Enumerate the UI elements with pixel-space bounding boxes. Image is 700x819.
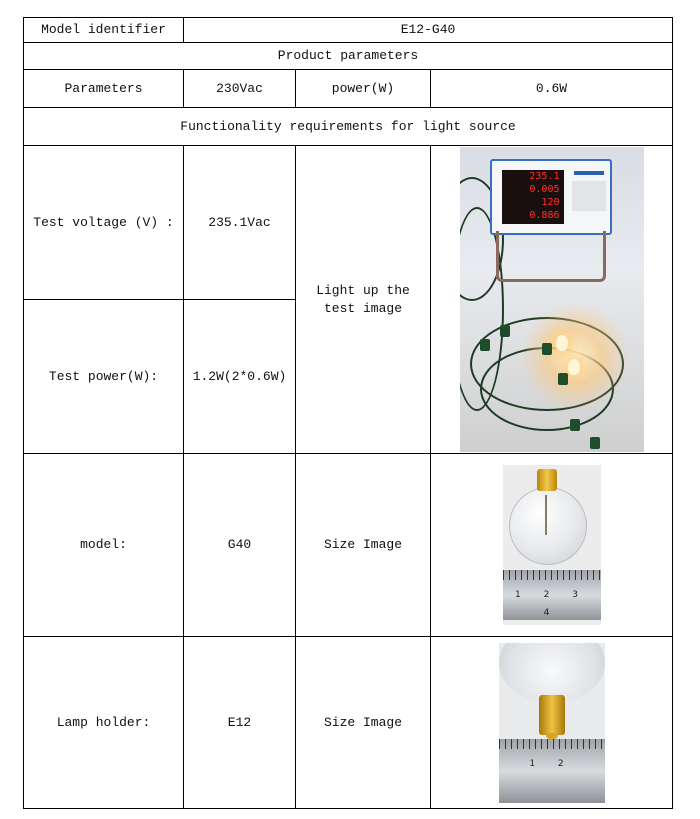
e12-base xyxy=(539,695,565,735)
row-parameters xyxy=(24,70,673,108)
test-power-value: 1.2W(2*0.6W) xyxy=(184,300,296,454)
model-value: G40 xyxy=(184,454,296,637)
power-value: 0.6W xyxy=(431,70,673,108)
row-model-identifier xyxy=(24,18,673,43)
functionality-heading: Functionality requirements for light source xyxy=(24,108,673,146)
ruler xyxy=(499,739,605,803)
ruler-numbers: 1 2 3 4 xyxy=(515,590,588,618)
row-lamp-holder xyxy=(24,637,673,809)
row-functionality xyxy=(24,108,673,146)
meter-display xyxy=(502,170,564,224)
lit-bulb-icon xyxy=(568,359,580,375)
power-label: power(W) xyxy=(296,70,431,108)
holder-photo-cell xyxy=(431,637,673,809)
row-product-parameters xyxy=(24,43,673,70)
test-photo-cell xyxy=(431,146,673,454)
meter-reading-voltage: 235.1 xyxy=(529,171,560,182)
meter-reading-power: 0.886 xyxy=(529,210,560,221)
row-model xyxy=(24,454,673,637)
test-photo xyxy=(460,147,644,452)
model-identifier-label: Model identifier xyxy=(24,18,184,43)
lamp-glow xyxy=(520,302,630,412)
ruler-numbers: 1 2 xyxy=(529,758,574,769)
test-image-caption: Light up the test image xyxy=(296,146,431,454)
model-photo-cell xyxy=(431,454,673,637)
model-identifier-value: E12-G40 xyxy=(184,18,673,43)
g40-bulb-photo xyxy=(503,465,601,625)
test-voltage-value: 235.1Vac xyxy=(184,146,296,300)
size-image-label-holder: Size Image xyxy=(296,637,431,809)
product-parameters-heading: Product parameters xyxy=(24,43,673,70)
ruler xyxy=(503,570,601,620)
meter-reading-frequency: 120 xyxy=(541,197,560,208)
power-meter xyxy=(490,159,612,235)
row-test-voltage xyxy=(24,146,673,300)
meter-stand xyxy=(496,231,606,282)
g40-globe xyxy=(509,487,587,565)
e12-holder-photo xyxy=(499,643,605,803)
e12-cap xyxy=(537,469,557,491)
lamp-holder-label: Lamp holder: xyxy=(24,637,184,809)
parameters-label: Parameters xyxy=(24,70,184,108)
product-spec-table xyxy=(23,17,673,809)
size-image-label-model: Size Image xyxy=(296,454,431,637)
test-voltage-label: Test voltage (V) : xyxy=(24,146,184,300)
test-power-label: Test power(W): xyxy=(24,300,184,454)
meter-reading-current: 0.005 xyxy=(529,184,560,195)
model-label: model: xyxy=(24,454,184,637)
lamp-holder-value: E12 xyxy=(184,637,296,809)
bulb-globe xyxy=(499,643,605,703)
lit-bulb-icon xyxy=(556,335,568,351)
voltage-value: 230Vac xyxy=(184,70,296,108)
